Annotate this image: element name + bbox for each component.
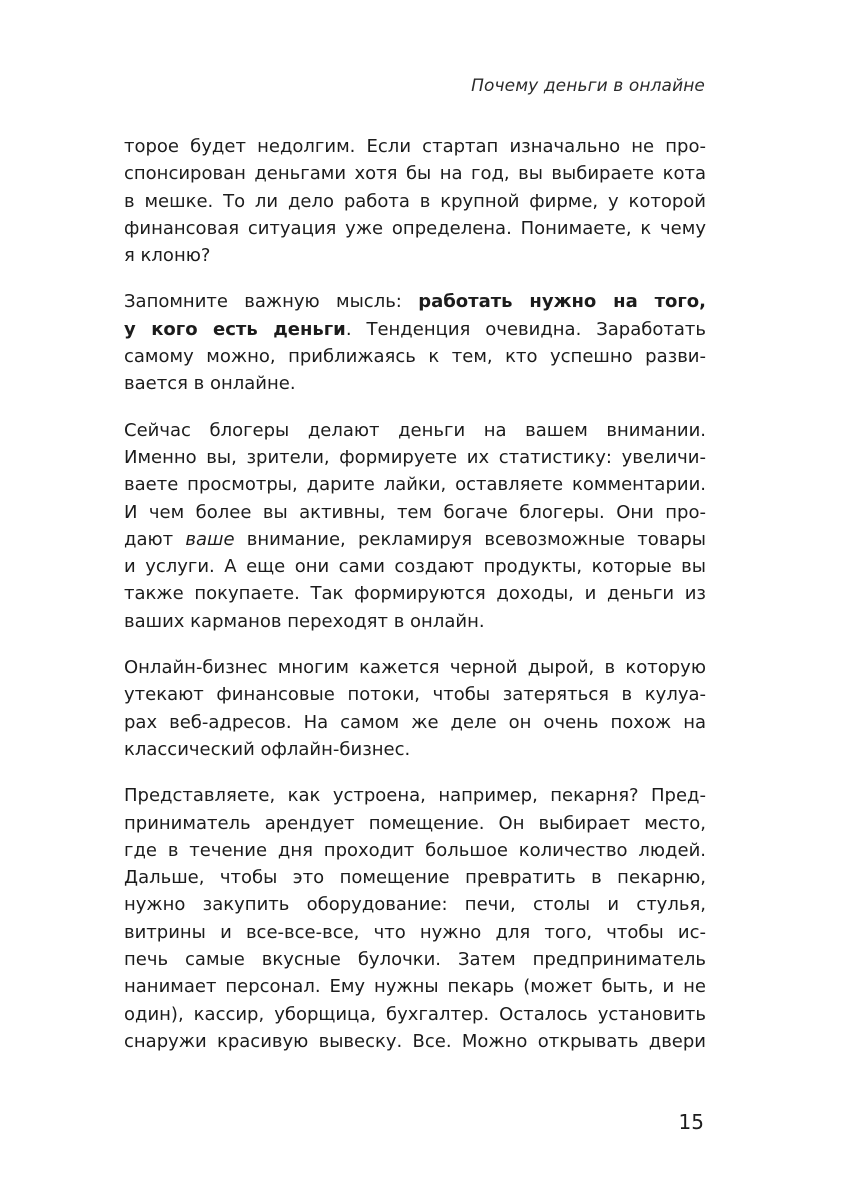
text-line [124, 709, 706, 736]
text-run: Запомните важную мысль: [124, 291, 419, 313]
text-line [124, 681, 706, 708]
text-run: Дальше, чтобы это помещение превратить в пекарню, [124, 867, 706, 889]
text-line [124, 608, 706, 635]
text-line [124, 810, 706, 837]
text-line [124, 160, 706, 187]
text-line [124, 654, 706, 681]
text-run: классический офлайн-бизнес. [124, 738, 411, 760]
text-line [124, 782, 706, 809]
paragraph [124, 654, 706, 763]
text-line [124, 526, 706, 553]
text-run: дают [124, 528, 186, 550]
text-line [124, 316, 706, 343]
text-run: И чем более вы активны, тем богаче блогеры. Они про- [124, 501, 706, 523]
text-line [124, 188, 706, 215]
text-run: Онлайн-бизнес многим кажется черной дырой, в которую [124, 657, 706, 679]
text-line [124, 417, 706, 444]
paragraph [124, 288, 706, 397]
text-run: вается в онлайне. [124, 373, 296, 395]
text-run: Представляете, как устроена, например, пекарня? Пред- [124, 785, 706, 807]
text-run: я клоню? [124, 245, 211, 267]
text-line [124, 133, 706, 160]
text-line [124, 1028, 706, 1055]
text-run: нужно закупить оборудование: печи, столы и стулья, [124, 894, 706, 916]
text-run: в мешке. То ли дело работа в крупной фирме, у которой [124, 190, 706, 212]
text-run: . Тенденция очевидна. Заработать [345, 318, 706, 340]
text-run: витрины и все-все-все, что нужно для того, чтобы ис- [124, 921, 706, 943]
text-run: финансовая ситуация уже определена. Понимаете, к чему [124, 217, 706, 239]
body-text [124, 133, 706, 1074]
text-line [124, 370, 706, 397]
text-line [124, 215, 706, 242]
text-line [124, 343, 706, 370]
text-run: печь самые вкусные булочки. Затем предприниматель [124, 949, 706, 971]
paragraph [124, 417, 706, 635]
text-line [124, 499, 706, 526]
text-run: нанимает персонал. Ему нужны пекарь (может быть, и не [124, 976, 706, 998]
text-run: где в течение дня проходит большое количество людей. [124, 839, 706, 861]
text-line [124, 864, 706, 891]
text-run: внимание, рекламируя всевозможные товары [234, 528, 706, 550]
text-run: Именно вы, зрители, формируете их статистику: увеличи- [124, 446, 706, 468]
text-run: и услуги. А еще они сами создают продукты, которые вы [124, 556, 706, 578]
text-line [124, 471, 706, 498]
paragraph [124, 133, 706, 269]
text-italic: ваше [185, 528, 235, 550]
text-run: ваших карманов переходят в онлайн. [124, 610, 485, 632]
text-run: спонсирован деньгами хотя бы на год, вы выбираете кота [124, 163, 706, 185]
text-line [124, 444, 706, 471]
text-line [124, 946, 706, 973]
text-bold: у кого есть деньги [124, 318, 346, 340]
text-run: самому можно, приближаясь к тем, кто успешно разви- [124, 346, 706, 368]
text-line [124, 891, 706, 918]
text-run: торое будет недолгим. Если стартап изначально не про- [124, 136, 706, 157]
text-run: один), кассир, уборщица, бухгалтер. Осталось установить [124, 1003, 706, 1025]
text-run: утекают финансовые потоки, чтобы затеряться в кулуа- [124, 684, 706, 706]
text-line [124, 1001, 706, 1028]
page-number: 15 [678, 1110, 704, 1134]
paragraph [124, 782, 706, 1055]
text-line [124, 736, 706, 763]
text-line [124, 288, 706, 315]
text-run: ваете просмотры, дарите лайки, оставляете комментарии. [124, 474, 706, 496]
text-line [124, 553, 706, 580]
text-line [124, 973, 706, 1000]
text-line [124, 919, 706, 946]
text-run: рах веб-адресов. На самом же деле он очень похож на [124, 711, 706, 733]
text-run: снаружи красивую вывеску. Все. Можно открывать двери [124, 1030, 706, 1052]
text-line [124, 580, 706, 607]
text-line [124, 837, 706, 864]
running-head: Почему деньги в онлайне [471, 76, 705, 96]
text-run: приниматель арендует помещение. Он выбирает место, [124, 812, 706, 834]
text-run: также покупаете. Так формируются доходы, и деньги из [124, 583, 706, 605]
text-line [124, 242, 706, 269]
text-bold: работать нужно на того, [418, 291, 706, 313]
text-run: Сейчас блогеры делают деньги на вашем внимании. [124, 419, 706, 441]
